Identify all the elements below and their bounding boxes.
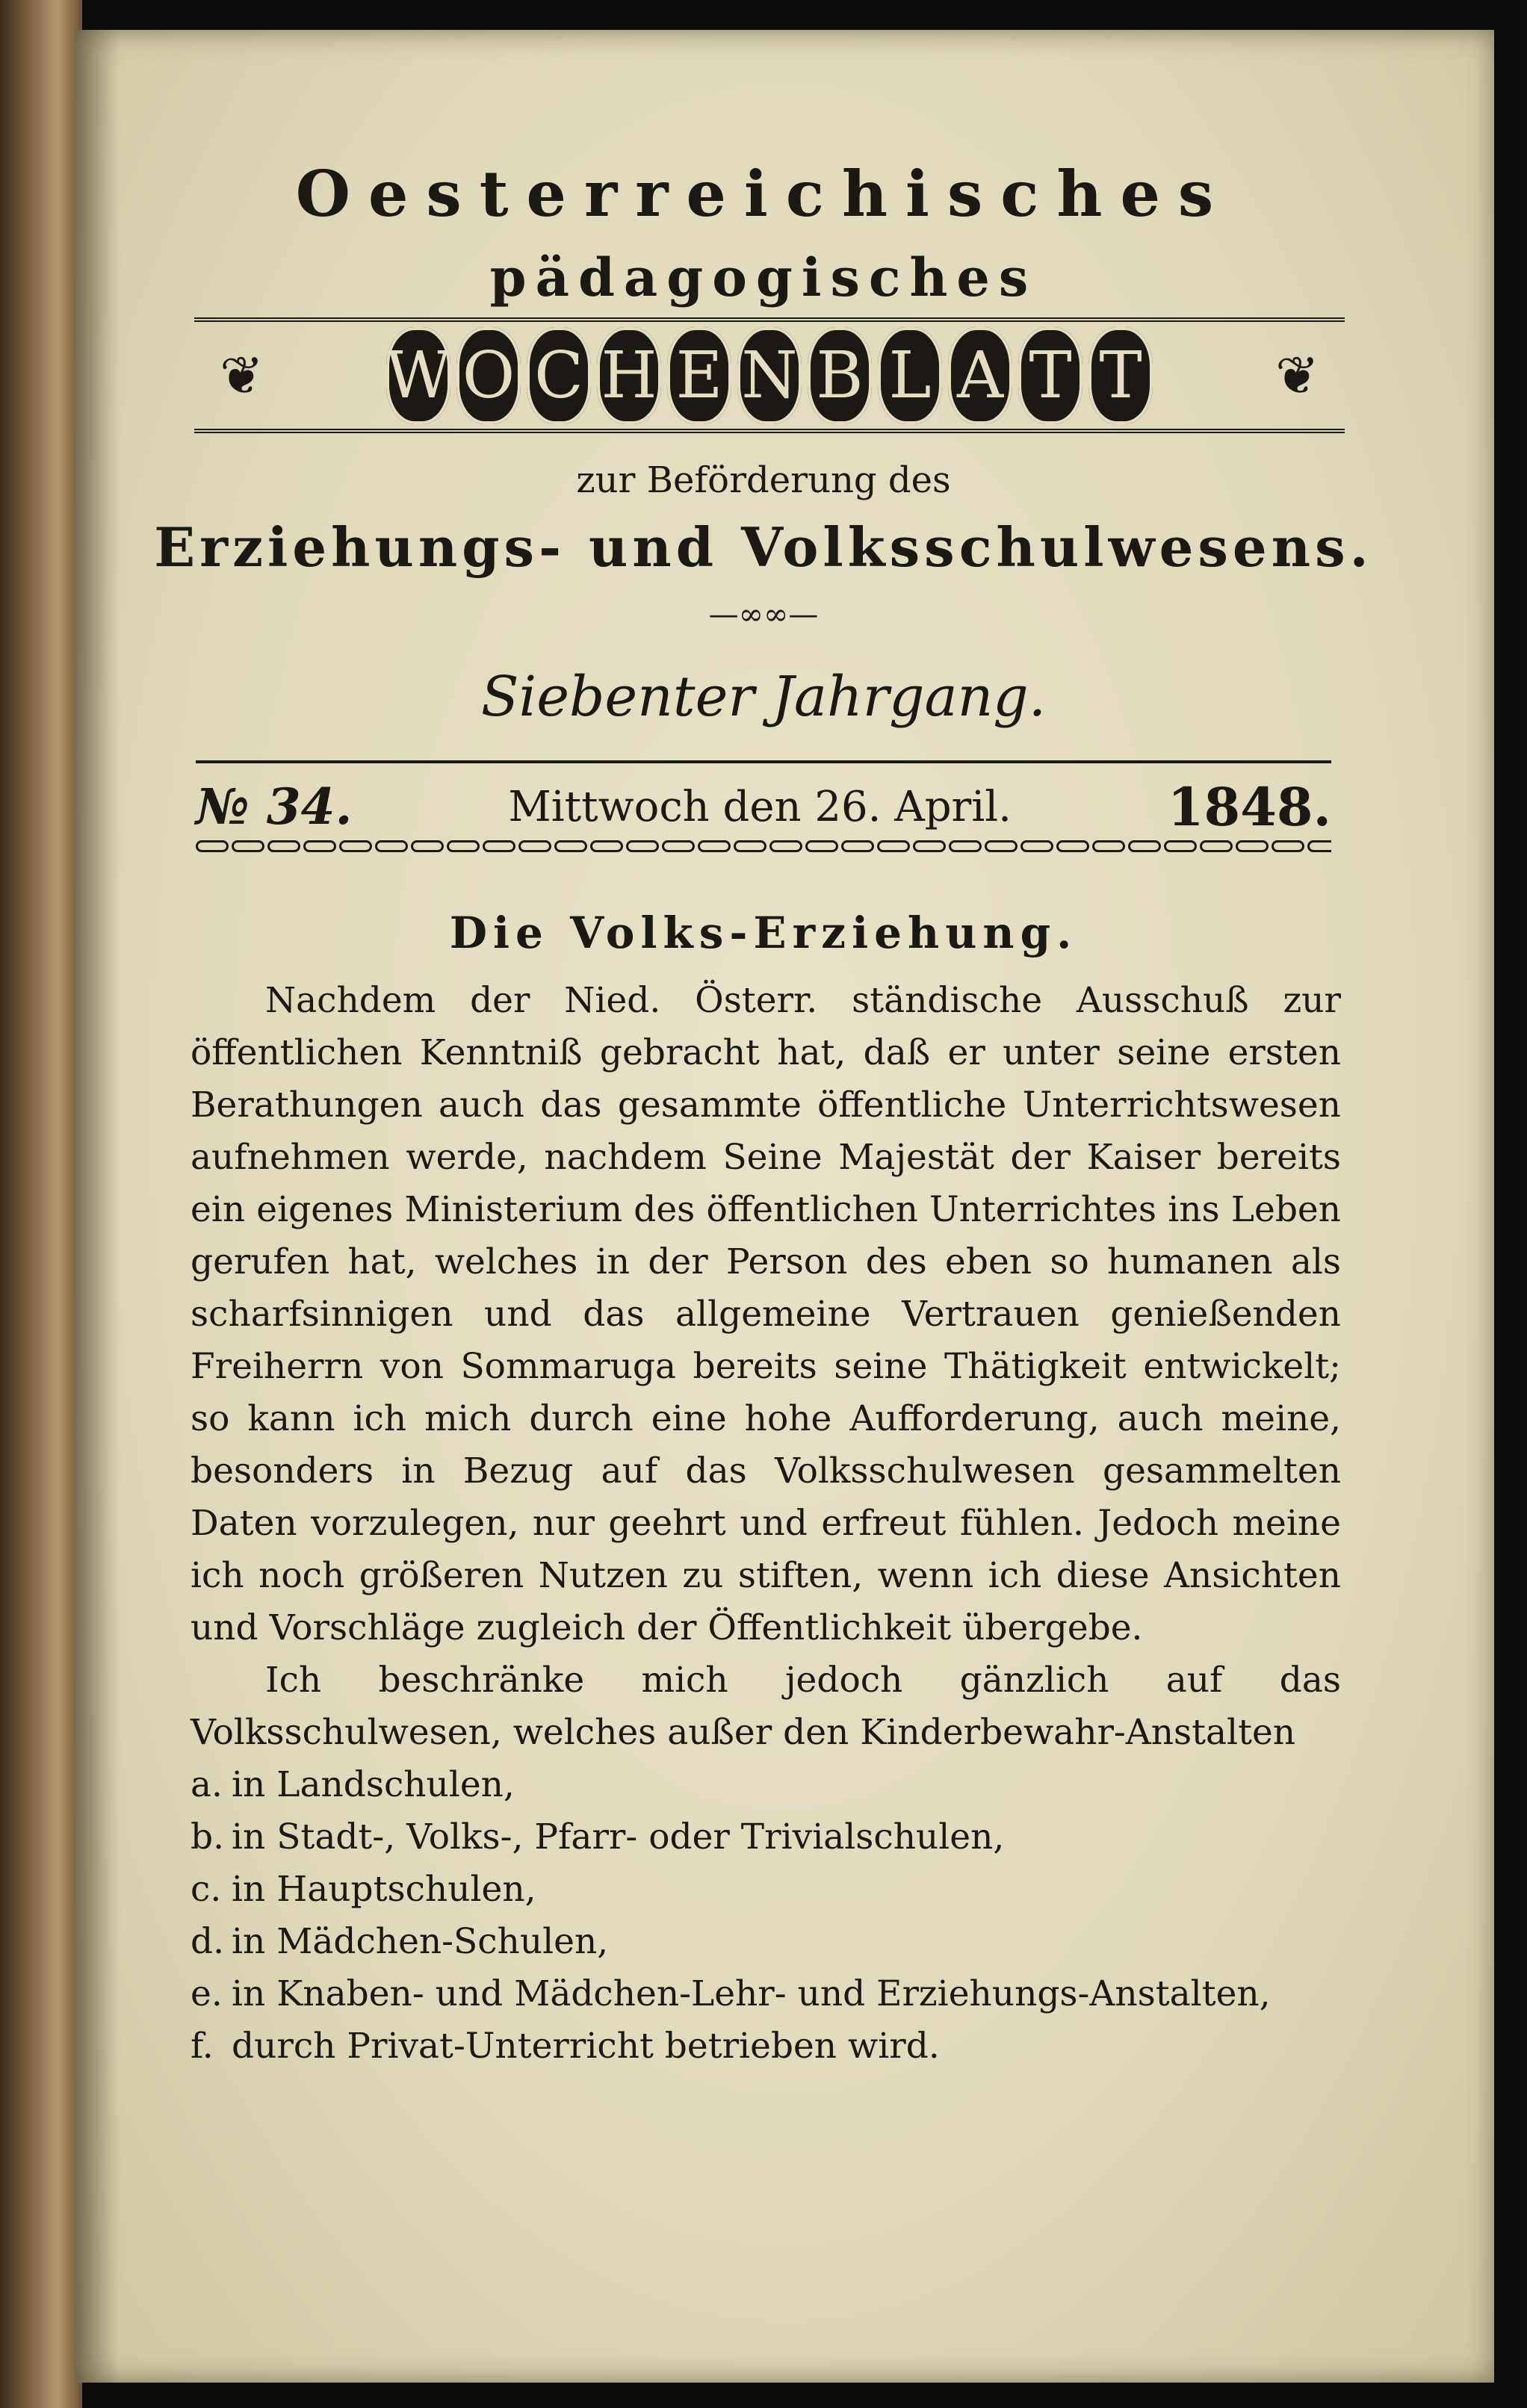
chain-link [626, 840, 659, 852]
banner-letter: O [456, 327, 521, 424]
list-item [191, 1811, 1341, 1864]
chain-link [877, 840, 910, 852]
masthead-subtitle: zur Beförderung des [576, 459, 951, 501]
list-item-label: a. [191, 1764, 223, 1805]
banner-letter: N [737, 327, 802, 424]
banner-letter: H [597, 327, 661, 424]
chain-link [267, 840, 300, 852]
masthead-subject: Erziehungs- und Volksschulwesens. [154, 515, 1373, 579]
chain-link [447, 840, 480, 852]
chain-link [1092, 840, 1125, 852]
list-item-text: in Mädchen-Schulen, [232, 1921, 609, 1962]
list-item [191, 1968, 1341, 2020]
list-item-label: f. [191, 2026, 214, 2067]
ornamental-rule-icon: —∞∞— [708, 598, 819, 632]
chain-link [554, 840, 587, 852]
masthead-banner [194, 317, 1345, 433]
banner-letter: B [808, 327, 872, 424]
chain-link [411, 840, 444, 852]
book-spine [0, 0, 82, 2408]
banner-letters [386, 327, 1153, 424]
masthead-line-2: pädagogisches [489, 246, 1038, 308]
list-item-text: durch Privat-Unterricht betrieben wird. [232, 2026, 940, 2067]
list-item [191, 1864, 1341, 1916]
page-gutter-shadow [75, 30, 120, 2383]
chain-link [1236, 840, 1269, 852]
list-item [191, 1759, 1341, 1811]
chain-link [1272, 840, 1304, 852]
article-body [191, 975, 1341, 2073]
chain-link [1128, 840, 1161, 852]
chain-link [841, 840, 874, 852]
chain-link [303, 840, 336, 852]
list-item-label: c. [191, 1869, 222, 1910]
right-ornament-icon: ❦ [1275, 344, 1319, 406]
list [191, 1759, 1341, 2073]
issue-year: 1848. [1167, 775, 1331, 838]
chain-link [1200, 840, 1233, 852]
chain-link [913, 840, 946, 852]
list-item-text: in Landschulen, [232, 1764, 515, 1805]
banner-letter: T [1088, 327, 1153, 424]
chain-link [949, 840, 982, 852]
list-item-label: e. [191, 1973, 223, 2014]
volume-year: Siebenter Jahrgang. [480, 665, 1047, 729]
header-rule [196, 760, 1331, 763]
banner-letter: T [1018, 327, 1082, 424]
chain-link [232, 840, 264, 852]
list-item-label: d. [191, 1921, 225, 1962]
chain-border [196, 840, 1331, 857]
list-item-text: in Knaben- und Mädchen-Lehr- und Erziehungs-Anstalten, [232, 1973, 1271, 2014]
issue-date: Mittwoch den 26. April. [508, 782, 1012, 831]
chain-link [590, 840, 623, 852]
chain-link [805, 840, 838, 852]
chain-link [1307, 840, 1331, 852]
chain-link [1020, 840, 1053, 852]
banner-letter: W [386, 327, 450, 424]
chain-link [1056, 840, 1089, 852]
article-title: Die Volks-Erziehung. [449, 907, 1078, 958]
masthead-line-1: Oesterreichisches [295, 157, 1232, 231]
chain-link [196, 840, 229, 852]
chain-link [662, 840, 695, 852]
list-item-text: in Stadt-, Volks-, Pfarr- oder Trivialschulen, [232, 1816, 1005, 1858]
chain-link [375, 840, 408, 852]
chain-link [339, 840, 372, 852]
list-item [191, 1916, 1341, 1968]
chain-link [1164, 840, 1197, 852]
chain-link [985, 840, 1018, 852]
banner-letter: L [878, 327, 942, 424]
left-ornament-icon: ❦ [220, 344, 264, 406]
paragraph: Ich beschränke mich jedoch gänzlich auf das Volksschulwesen, welches außer den Kinderbewahr-Anstalten [191, 1660, 1341, 1753]
banner-letter: C [527, 327, 591, 424]
issue-number: № 34. [196, 778, 353, 836]
chain-link [769, 840, 802, 852]
banner-letter: A [948, 327, 1012, 424]
chain-link [698, 840, 731, 852]
paragraph: Nachdem der Nied. Österr. ständische Ausschuß zur öffentlichen Kenntniß gebracht hat, daß er unter seine ersten Berathungen auch das gesammte öffentliche Unterrichtswesen aufnehmen werde, nachdem Seine Majestät der Kaiser bereits ein eigenes Ministerium des öffentlichen Unterrichtes ins Leben gerufen hat, welches in der Person des eben so humanen als scharfsinnigen und das allgemeine Vertrauen genießenden Freiherrn von Sommaruga bereits seine Thätigkeit entwickelt; so kann ich mich durch eine hohe Aufforderung, auch meine, besonders in Bezug auf das Volksschulwesen gesammelten Daten vorzulegen, nur geehrt und erfreut fühlen. Jedoch meine ich noch größeren Nutzen zu stiften, wenn ich diese Ansichten und Vorschläge zugleich der Öffentlichkeit übergebe. [191, 980, 1341, 1648]
issue-line [196, 769, 1331, 844]
banner-letter: E [667, 327, 731, 424]
list-item-label: b. [191, 1816, 225, 1858]
chain-link [734, 840, 766, 852]
list-item-text: in Hauptschulen, [232, 1869, 536, 1910]
chain-link [483, 840, 515, 852]
chain-link [518, 840, 551, 852]
list-item [191, 2020, 1341, 2073]
